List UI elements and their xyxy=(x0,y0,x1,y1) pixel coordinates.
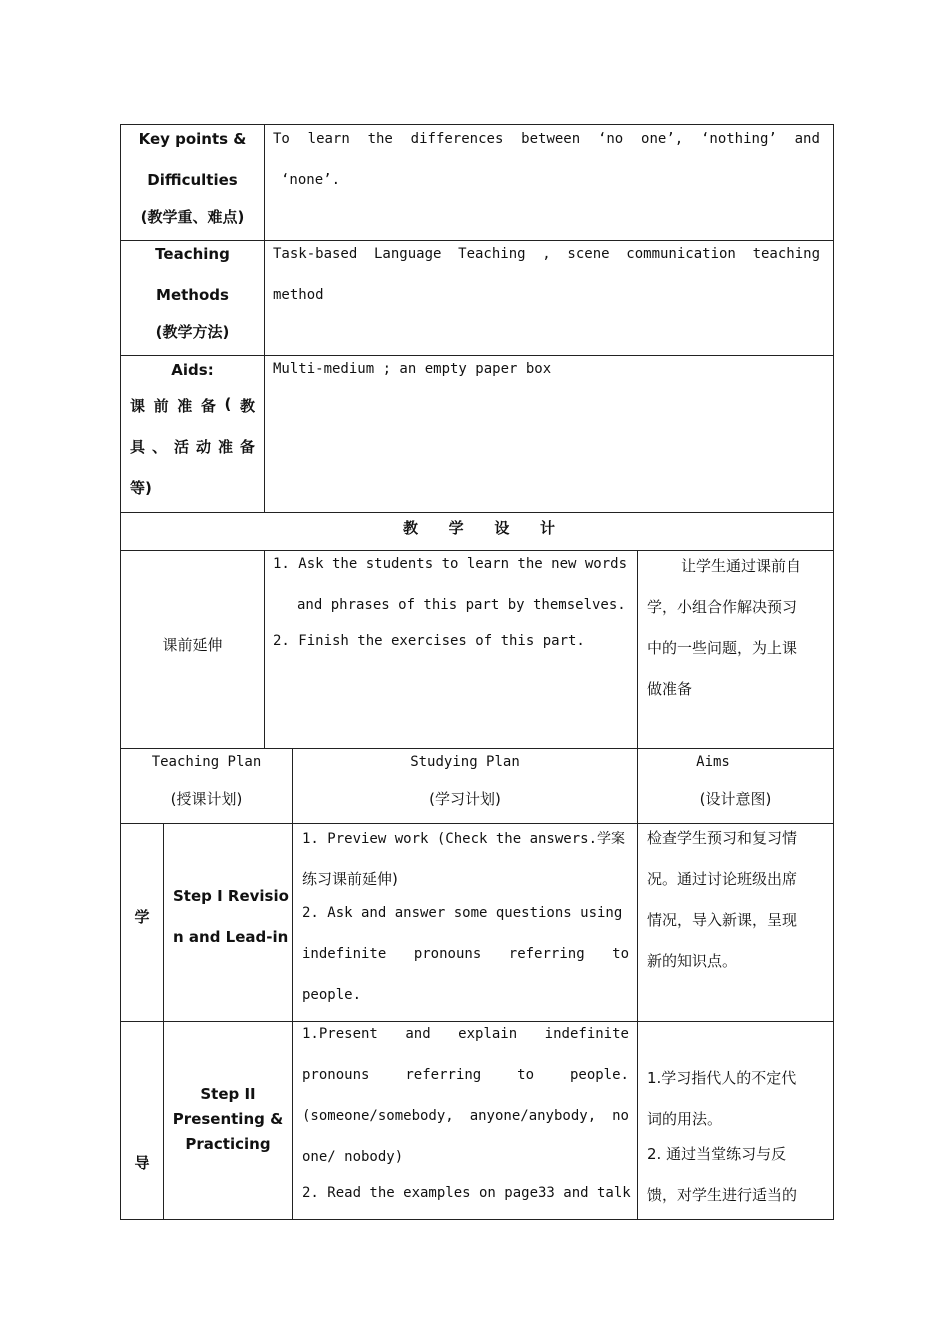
char: 教 xyxy=(239,397,255,415)
table-border-right xyxy=(833,124,834,1220)
step1-title-line2: n and Lead-in xyxy=(173,928,289,946)
word: between xyxy=(521,131,581,147)
table-border-bottom xyxy=(120,1219,834,1220)
design-header xyxy=(121,512,833,550)
char: 动 xyxy=(195,438,211,456)
word: referring xyxy=(508,946,585,962)
word: teaching xyxy=(752,246,820,262)
step2-aim-line: 2. 通过当堂练习与反 xyxy=(647,1145,787,1163)
preview-label xyxy=(121,550,264,748)
word: pronouns xyxy=(413,946,482,962)
step2-plan-line3 xyxy=(302,1108,629,1124)
preview-item1-line2: and phrases of this part by themselves. xyxy=(297,597,626,613)
studying-plan-title-zh: (学习计划) xyxy=(429,790,501,808)
word: communication xyxy=(626,246,736,262)
char: 备 xyxy=(200,397,216,415)
step1-aim-line: 新的知识点。 xyxy=(647,952,738,970)
word: and xyxy=(794,131,820,147)
col-divider xyxy=(264,550,265,748)
aims-title-zh: (设计意图) xyxy=(699,790,772,808)
word: (someone/somebody, xyxy=(302,1108,454,1124)
row-divider xyxy=(120,748,834,749)
word: one’, xyxy=(641,131,684,147)
step2-aim-line: 馈，对学生进行适当的 xyxy=(647,1186,798,1204)
word: and xyxy=(405,1026,431,1042)
row-divider xyxy=(120,823,834,824)
word: pronouns xyxy=(302,1067,370,1083)
step2-aim-line: 词的用法。 xyxy=(647,1110,723,1128)
step1-plan-line5: people. xyxy=(302,987,362,1003)
key-points-content-line2: ‘none’. xyxy=(281,172,341,188)
aids-label-line2 xyxy=(130,395,255,416)
aims-title: Aims xyxy=(696,754,730,770)
char: ( xyxy=(224,395,232,413)
col-divider xyxy=(637,550,638,1220)
char: 设 xyxy=(494,519,510,537)
step1-aim-line: 情况，导入新课，呈现 xyxy=(647,911,798,929)
char: 、 xyxy=(151,438,167,456)
preview-label-text: 课前延伸 xyxy=(162,636,223,654)
key-points-label-line3: (教学重、难点) xyxy=(140,208,245,226)
step1-aim-line: 况。通过讨论班级出席 xyxy=(647,870,798,888)
word: to xyxy=(612,946,629,962)
char: 学 xyxy=(448,519,464,537)
step2-title-line3: Practicing xyxy=(185,1135,271,1153)
side-char: 导 xyxy=(134,1154,150,1172)
word: ‘nothing’ xyxy=(700,131,777,147)
teaching-methods-label-line2: Methods xyxy=(156,286,229,304)
char: 课 xyxy=(130,397,146,415)
word: , xyxy=(542,246,551,262)
key-points-label-line2: Difficulties xyxy=(147,171,238,189)
key-points-content-line1 xyxy=(273,131,820,147)
word: people. xyxy=(569,1067,629,1083)
word: anyone/anybody, xyxy=(469,1108,597,1124)
side-char-cell xyxy=(121,1021,163,1219)
preview-item1-line1: 1. Ask the students to learn the new words xyxy=(273,556,628,572)
word: indefinite xyxy=(544,1026,629,1042)
step2-aim-line: 1.学习指代人的不定代 xyxy=(647,1069,797,1087)
step1-aim-line: 检查学生预习和复习情 xyxy=(647,829,798,847)
col-divider xyxy=(163,823,164,1220)
teaching-methods-content-line1 xyxy=(273,246,820,262)
aids-label-line3 xyxy=(130,436,255,457)
step2-plan-line4: one/ nobody) xyxy=(302,1149,404,1165)
char: 具 xyxy=(130,438,146,456)
char: 活 xyxy=(173,438,189,456)
char: 备 xyxy=(239,438,255,456)
step2-plan-line2 xyxy=(302,1067,629,1083)
row-divider xyxy=(120,355,834,356)
char: 准 xyxy=(217,438,233,456)
preview-aim-line: 学，小组合作解决预习 xyxy=(647,598,798,616)
aids-label-line4: 等) xyxy=(130,479,152,497)
step2-title-line2: Presenting & xyxy=(172,1110,284,1128)
col-divider xyxy=(292,748,293,1220)
row-divider xyxy=(120,240,834,241)
preview-aim-line: 做准备 xyxy=(647,680,693,698)
word: ‘no xyxy=(597,131,624,147)
teaching-plan-title: Teaching Plan xyxy=(151,754,262,770)
char: 教 xyxy=(403,519,419,537)
word: indefinite xyxy=(302,946,387,962)
char: 准 xyxy=(177,397,193,415)
row-divider xyxy=(120,1021,834,1022)
aids-content-text: Multi-medium ; an empty paper box xyxy=(273,361,552,377)
teaching-plan-title-zh: (授课计划) xyxy=(170,790,243,808)
word: To xyxy=(273,131,290,147)
char: 计 xyxy=(539,519,555,537)
word: referring xyxy=(405,1067,482,1083)
preview-aim-line: 中的一些问题，为上课 xyxy=(647,639,798,657)
char: 前 xyxy=(153,397,169,415)
word: Task-based xyxy=(273,246,358,262)
step1-title-line1: Step I Revisio xyxy=(173,887,289,905)
step1-plan-line1: 1. Preview work (Check the answers.学案 xyxy=(302,831,626,847)
preview-item2: 2. Finish the exercises of this part. xyxy=(273,633,585,649)
word: differences xyxy=(410,131,504,147)
side-char: 学 xyxy=(134,908,150,926)
step2-plan-line1 xyxy=(302,1026,629,1042)
design-header-title xyxy=(403,517,555,538)
word: explain xyxy=(458,1026,518,1042)
step1-plan-line3: 2. Ask and answer some questions using xyxy=(302,905,623,921)
teaching-methods-label-line1: Teaching xyxy=(155,245,230,263)
word: no xyxy=(612,1108,629,1124)
word: scene xyxy=(567,246,610,262)
step1-plan-line4 xyxy=(302,946,629,962)
key-points-label-line1: Key points & xyxy=(138,130,247,148)
col-divider xyxy=(264,124,265,512)
word: to xyxy=(517,1067,535,1083)
aids-label-line1: Aids: xyxy=(171,361,214,379)
word: Language xyxy=(374,246,442,262)
side-char-cell xyxy=(121,823,163,1021)
step2-plan-line5: 2. Read the examples on page33 and talk xyxy=(302,1185,631,1201)
studying-plan-title: Studying Plan xyxy=(410,754,520,770)
teaching-methods-content-line2: method xyxy=(273,287,324,303)
teaching-methods-label-line3: (教学方法) xyxy=(155,323,230,341)
step2-title-line1: Step II xyxy=(200,1085,256,1103)
word: the xyxy=(367,131,393,147)
preview-aim-line: 让学生通过课前自 xyxy=(681,557,802,575)
word: learn xyxy=(307,131,350,147)
table-border-top xyxy=(120,124,834,125)
word: 1.Present xyxy=(302,1026,378,1042)
step1-plan-line2: 练习课前延伸) xyxy=(302,870,398,888)
word: Teaching xyxy=(458,246,526,262)
